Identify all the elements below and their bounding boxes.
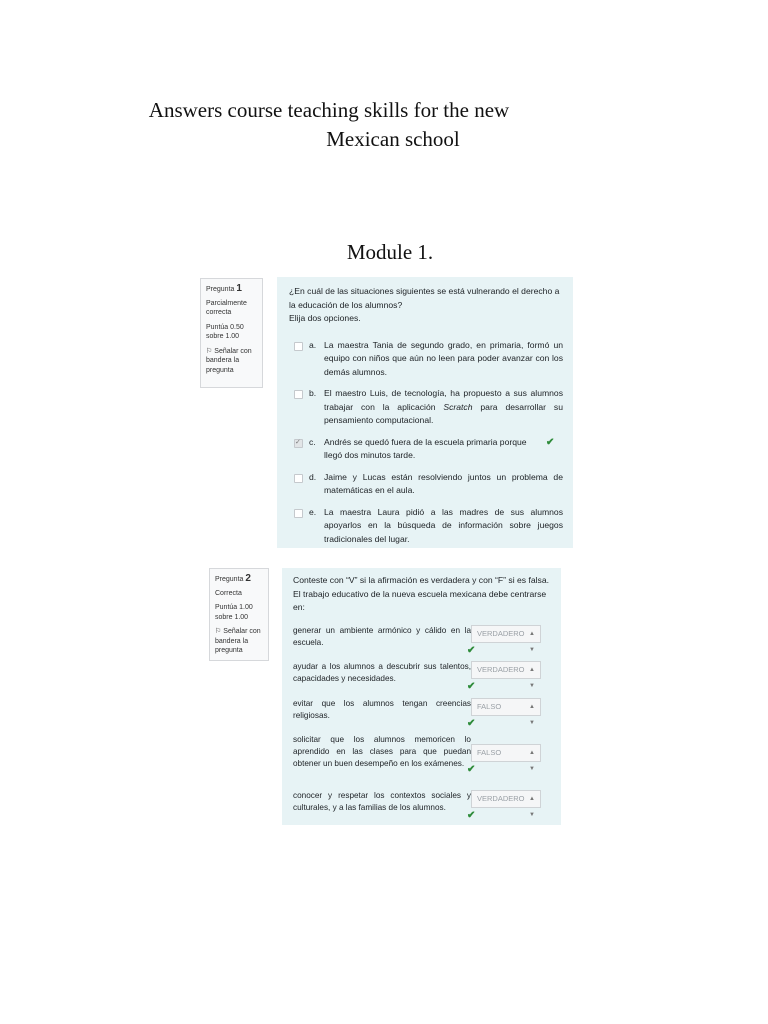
check-icon: ✔ bbox=[467, 810, 476, 821]
chevron-down-icon: ▲ ▼ bbox=[529, 667, 535, 689]
check-icon: ✔ bbox=[546, 436, 555, 448]
document-title bbox=[0, 96, 768, 154]
option-checkbox[interactable] bbox=[294, 474, 303, 483]
question-state: Correcta bbox=[215, 589, 242, 597]
question-1-prompt: ¿En cuál de las situaciones siguientes se está vulnerando el derecho a la educación de los alumnos? Elija dos opciones. bbox=[289, 286, 560, 323]
option-checkbox[interactable] bbox=[294, 342, 303, 351]
answer-option-b[interactable]: b. El maestro Luis, de tecnología, ha propuesto a sus alumnos trabajar con la aplicación Scratch para desarrollar su pensamiento computacional. bbox=[289, 387, 563, 428]
question-number: Pregunta 1 bbox=[206, 283, 242, 294]
answer-select[interactable]: VERDADERO ▲ ▼ bbox=[471, 661, 541, 679]
question-state: Parcialmente correcta bbox=[206, 299, 247, 316]
chevron-down-icon: ▲ ▼ bbox=[529, 750, 535, 772]
answer-select[interactable]: VERDADERO ▲ ▼ bbox=[471, 790, 541, 808]
flag-icon: ⚐ bbox=[215, 628, 222, 635]
answer-options bbox=[289, 339, 563, 547]
chevron-down-icon: ▲ ▼ bbox=[529, 703, 535, 726]
statement-row: solicitar que los alumnos memoricen lo aprendido en las clases para que puedan obtener un buen desempeño en los exámenes. FALSO ▲ ▼ ✔ bbox=[293, 734, 552, 786]
chevron-down-icon: ▲ ▼ bbox=[529, 630, 535, 653]
option-checkbox[interactable] bbox=[294, 509, 303, 518]
answer-option-d[interactable]: d. Jaime y Lucas están resolviendo juntos un problema de matemáticas en el aula. bbox=[289, 471, 563, 498]
flag-icon: ⚐ bbox=[206, 347, 213, 355]
statement-row: evitar que los alumnos tengan creencias religiosas. FALSO ▲ ▼ ✔ bbox=[293, 698, 552, 731]
answer-option-e[interactable]: e. La maestra Laura pidió a las madres de sus alumnos apoyarlos en la búsqueda de información sobre juegos tradicionales del lugar. bbox=[289, 506, 563, 547]
check-icon: ✔ bbox=[467, 644, 476, 656]
answer-select[interactable]: VERDADERO ▲ ▼ bbox=[471, 625, 541, 643]
question-grade: Puntúa 0.50 sobre 1.00 bbox=[206, 323, 244, 340]
check-icon: ✔ bbox=[467, 681, 476, 692]
answer-select[interactable]: FALSO ▲ ▼ bbox=[471, 744, 541, 762]
statement-row: conocer y respetar los contextos sociales y culturales, y a las familias de los alumnos. VERDADERO ▲ ▼ ✔ bbox=[293, 790, 552, 823]
question-2-prompt: Conteste con “V” si la afirmación es verdadera y con “F” si es falsa. El trabajo educativo de la nueva escuela mexicana debe centrarse en: bbox=[293, 575, 550, 612]
answer-option-a[interactable]: a. La maestra Tania de segundo grado, en primaria, formó un equipo con niños que aún no leen para poder avanzar con los demás alumnos. bbox=[289, 339, 563, 380]
option-text: El maestro Luis, de tecnología, ha propuesto a sus alumnos trabajar con la aplicación Scratch para desarrollar su pensamiento computacional. bbox=[324, 388, 563, 425]
option-checkbox[interactable] bbox=[294, 390, 303, 399]
question-grade: Puntúa 1.00 sobre 1.00 bbox=[215, 604, 253, 621]
question-2-info bbox=[209, 568, 269, 661]
check-icon: ✔ bbox=[467, 717, 476, 729]
option-checkbox-checked[interactable] bbox=[294, 439, 303, 448]
question-1-content bbox=[277, 277, 573, 548]
title-line-1: Answers course teaching skills for the new bbox=[148, 98, 510, 122]
title-line-2: Mexican school bbox=[326, 127, 460, 151]
statement-rows bbox=[293, 625, 552, 823]
answer-select[interactable]: FALSO ▲ ▼ bbox=[471, 698, 541, 716]
flag-question-link[interactable]: ⚐ Señalar con bandera la pregunta bbox=[206, 347, 252, 374]
module-heading: Module 1. bbox=[346, 240, 434, 264]
answer-option-c[interactable]: ✓ c. Andrés se quedó fuera de la escuela primaria porque llegó dos minutos tarde. ✔ bbox=[289, 436, 563, 463]
chevron-down-icon: ▲ ▼ bbox=[529, 796, 535, 818]
flag-question-link[interactable]: ⚐ Señalar con bandera la pregunta bbox=[215, 628, 261, 654]
question-1-info bbox=[200, 278, 263, 388]
check-icon: ✔ bbox=[467, 764, 476, 775]
statement-row: ayudar a los alumnos a descubrir sus talentos, capacidades y necesidades. VERDADERO ▲ ▼ ✔ bbox=[293, 661, 552, 694]
statement-row: generar un ambiente armónico y cálido en la escuela. VERDADERO ▲ ▼ ✔ bbox=[293, 625, 552, 658]
question-2-content bbox=[282, 568, 561, 825]
question-number: Pregunta 2 bbox=[215, 573, 251, 584]
